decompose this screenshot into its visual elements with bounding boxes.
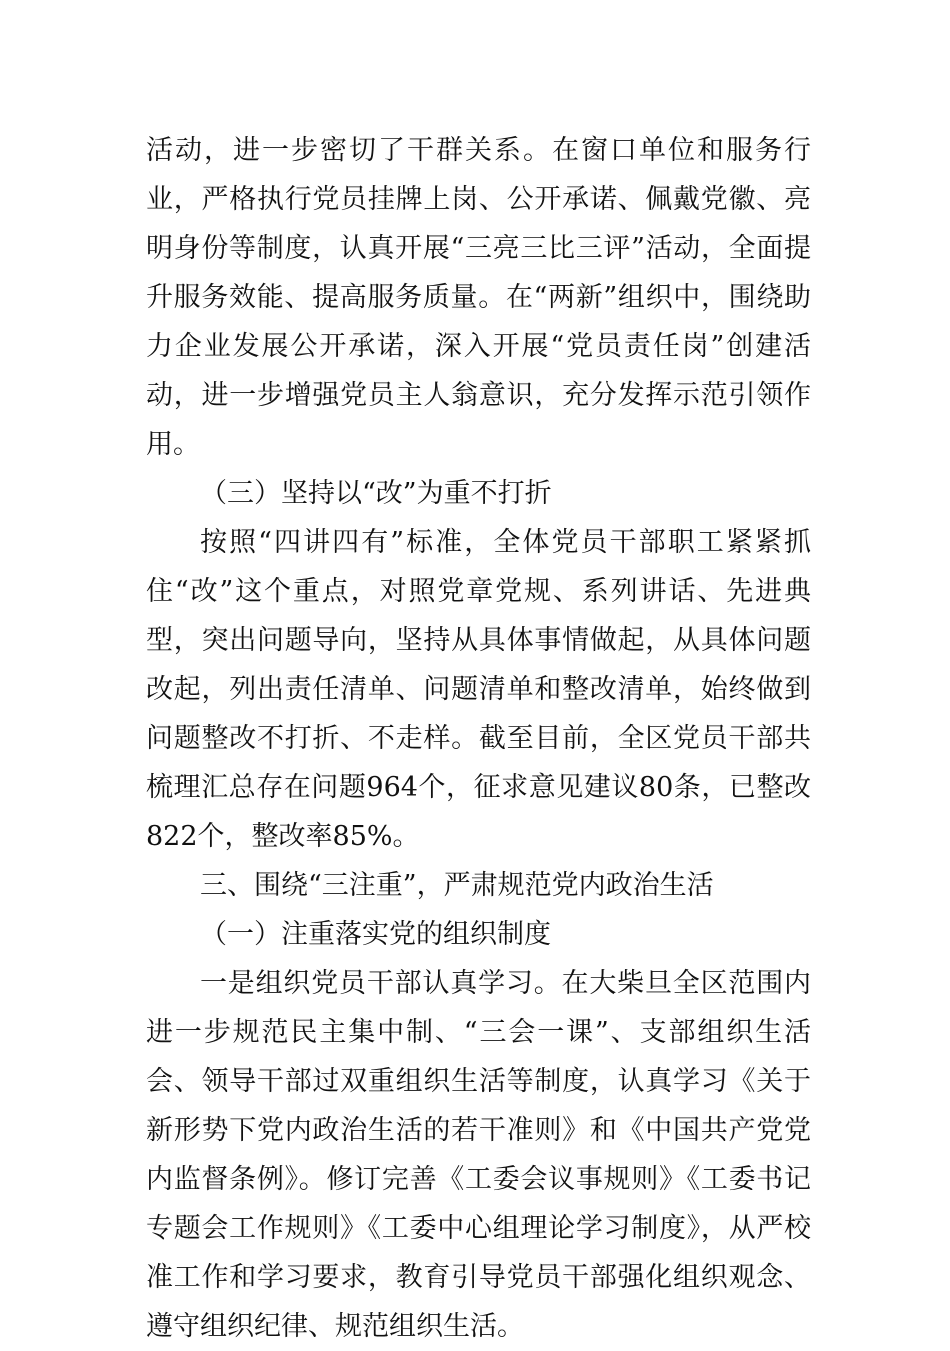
subheading-3: （三）坚持以“改”为重不打折	[200, 478, 552, 509]
paragraph-continued: 活动，进一步密切了干群关系。在窗口单位和服务行业，严格执行党员挂牌上岗、公开承诺、佩戴党徽、亮明身份等制度，认真开展“三亮三比三评”活动，全面提升服务效能、提高服务质量。在“两新”组织中，围绕助力企业发展公开承诺，深入开展“党员责任岗”创建活动，进一步增强党员主人翁意识，充分发挥示范引领作用。	[146, 135, 811, 460]
document-body	[146, 126, 811, 1351]
paragraph: 一是组织党员干部认真学习。在大柴旦全区范围内进一步规范民主集中制、“三会一课”、支部组织生活会、领导干部过双重组织生活等制度，认真学习《关于新形势下党内政治生活的若干准则》和《中国共产党党内监督条例》。修订完善《工委会议事规则》《工委书记专题会工作规则》《工委中心组理论学习制度》，从严校准工作和学习要求，教育引导党员干部强化组织观念、遵守组织纪律、规范组织生活。	[146, 968, 811, 1342]
subheading-1: （一）注重落实党的组织制度	[200, 919, 551, 950]
section-heading: 三、围绕“三注重”，严肃规范党内政治生活	[200, 870, 714, 901]
paragraph: 按照“四讲四有”标准，全体党员干部职工紧紧抓住“改”这个重点，对照党章党规、系列讲话、先进典型，突出问题导向，坚持从具体事情做起，从具体问题改起，列出责任清单、问题清单和整改清单，始终做到问题整改不打折、不走样。截至目前，全区党员干部共梳理汇总存在问题964个，征求意见建议80条，已整改822个，整改率85%。	[146, 527, 811, 852]
